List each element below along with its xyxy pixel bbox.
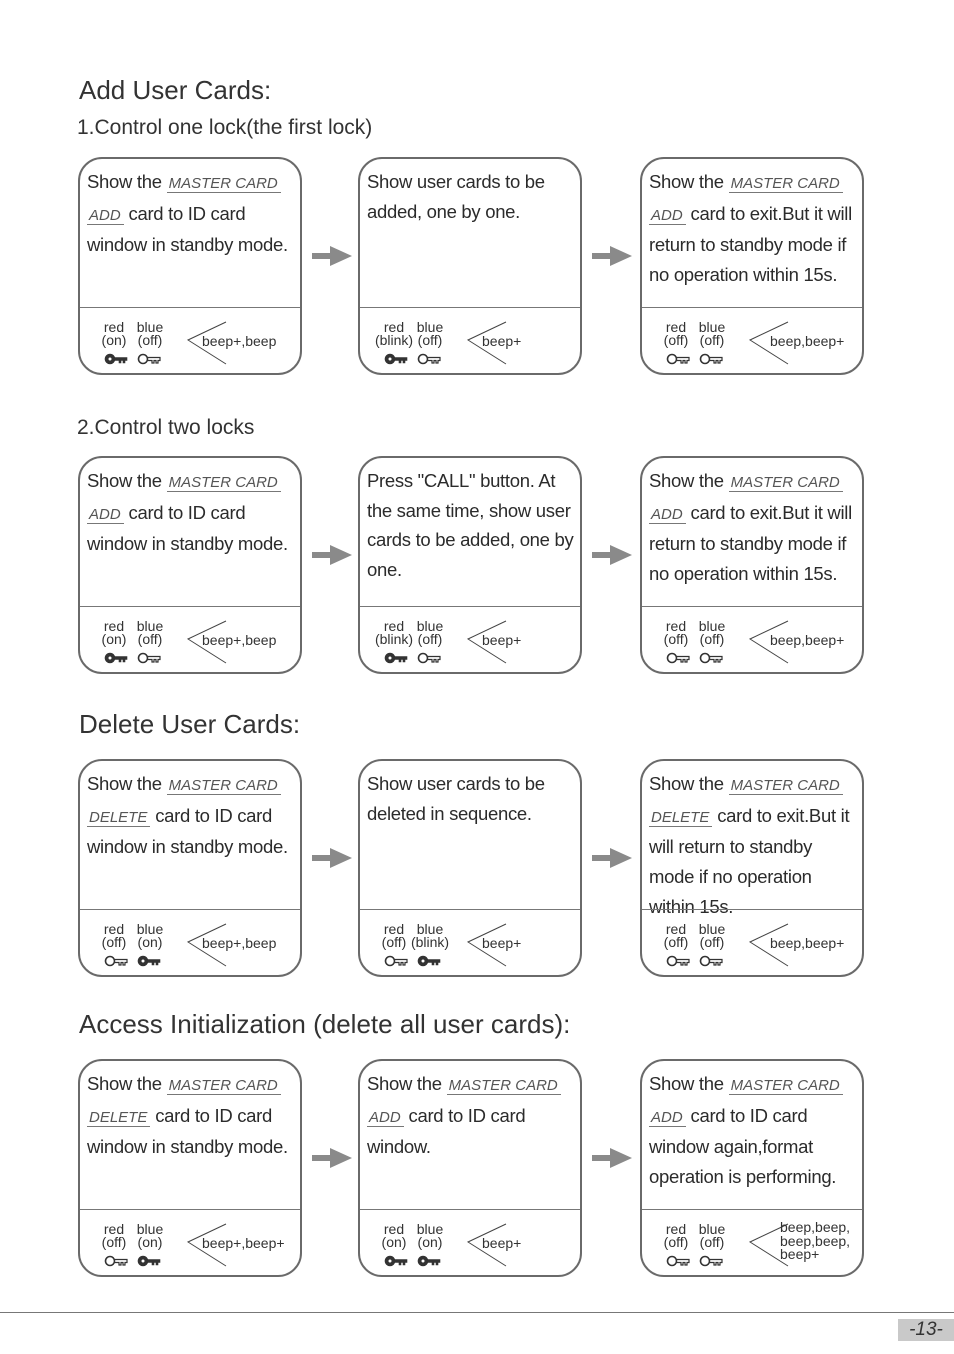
step-box — [358, 157, 582, 375]
red-led-state: (blink) — [374, 332, 414, 348]
step-instruction: Show the MASTER CARD DELETE card to ID card window in standby mode. — [87, 773, 288, 858]
card-label: ADD — [649, 1109, 686, 1127]
lock-on-key-icon — [417, 954, 441, 968]
blue-led-label: blue — [698, 1221, 726, 1237]
red-led-state: (off) — [101, 934, 127, 950]
red-led-state: (off) — [381, 934, 407, 950]
buzzer-signal: beep+ — [482, 935, 522, 951]
step-instruction: Show the MASTER CARD ADD card to ID card window again,format operation is performing. — [649, 1069, 858, 1192]
step-box — [78, 157, 302, 375]
status-panel — [80, 607, 300, 672]
step-instruction: Show the MASTER CARD DELETE card to exit.But it will return to standby mode if no operation within 15s. — [649, 773, 850, 917]
lock-off-key-icon — [699, 1254, 723, 1268]
status-panel — [642, 308, 862, 373]
step-box — [78, 759, 302, 977]
arrow-right-icon — [312, 245, 352, 267]
step-box — [640, 1059, 864, 1277]
blue-led-state: (off) — [699, 332, 725, 348]
blue-led-label: blue — [136, 1221, 164, 1237]
add-user-cards-title: Add User Cards: — [79, 75, 272, 105]
footer-divider — [0, 1312, 954, 1313]
buzzer-signal: beep,beep+ — [770, 333, 845, 349]
status-panel — [80, 910, 300, 975]
red-led-state: (off) — [663, 1234, 689, 1250]
red-led-label: red — [103, 921, 125, 937]
card-label: DELETE — [87, 1109, 150, 1127]
red-led-label: red — [383, 618, 405, 634]
card-label: MASTER CARD — [729, 474, 843, 492]
arrow-right-icon — [592, 847, 632, 869]
red-led-state: (blink) — [374, 631, 414, 647]
arrow-right-icon — [312, 544, 352, 566]
buzzer-signal: beep+ — [482, 632, 522, 648]
lock-on-key-icon — [137, 1254, 161, 1268]
step-instruction: Show user cards to be added, one by one. — [367, 171, 545, 222]
control-two-locks-subtitle: 2.Control two locks — [77, 416, 255, 439]
card-label: ADD — [367, 1109, 404, 1127]
buzzer-signal: beep+,beep — [202, 935, 277, 951]
blue-led-state: (blink) — [410, 934, 450, 950]
blue-led-label: blue — [136, 921, 164, 937]
red-led-label: red — [383, 921, 405, 937]
red-led-label: red — [665, 618, 687, 634]
step-box — [78, 1059, 302, 1277]
step-instruction: Show the MASTER CARD ADD card to exit.But it will return to standby mode if no operation within 15s. — [649, 171, 852, 286]
card-label: ADD — [649, 207, 686, 225]
card-label: MASTER CARD — [729, 1077, 843, 1095]
buzzer-signal: beep+,beep — [202, 333, 277, 349]
lock-on-key-icon — [417, 1254, 441, 1268]
step-instruction: Show the MASTER CARD ADD card to ID card window in standby mode. — [87, 470, 288, 555]
step-box — [358, 1059, 582, 1277]
page-number: -13- — [898, 1319, 954, 1341]
lock-off-key-icon — [666, 352, 690, 366]
red-led-label: red — [383, 319, 405, 335]
card-label: MASTER CARD — [167, 1077, 281, 1095]
card-label: ADD — [649, 506, 686, 524]
arrow-right-icon — [592, 1147, 632, 1169]
buzzer-signal: beep+,beep — [202, 632, 277, 648]
red-led-label: red — [665, 1221, 687, 1237]
arrow-right-icon — [592, 245, 632, 267]
status-panel — [642, 607, 862, 672]
red-led-state: (off) — [101, 1234, 127, 1250]
step-instruction: Show the MASTER CARD DELETE card to ID card window in standby mode. — [87, 1073, 288, 1158]
red-led-state: (on) — [381, 1234, 407, 1250]
red-led-label: red — [103, 1221, 125, 1237]
control-one-lock-subtitle: 1.Control one lock(the first lock) — [77, 116, 373, 139]
lock-on-key-icon — [384, 352, 408, 366]
access-initialization-title: Access Initialization (delete all user cards): — [79, 1009, 571, 1039]
red-led-state: (off) — [663, 631, 689, 647]
step-instruction: Press "CALL" button. At the same time, show user cards to be added, one by one. — [367, 470, 574, 581]
lock-off-key-icon — [137, 651, 161, 665]
blue-led-label: blue — [698, 319, 726, 335]
status-panel — [642, 910, 862, 975]
step-instruction: Show the MASTER CARD ADD card to ID card window. — [367, 1069, 576, 1162]
lock-off-key-icon — [137, 352, 161, 366]
lock-off-key-icon — [699, 352, 723, 366]
lock-off-key-icon — [699, 954, 723, 968]
arrow-right-icon — [312, 1147, 352, 1169]
blue-led-state: (on) — [137, 1234, 163, 1250]
step-box — [78, 456, 302, 674]
blue-led-state: (on) — [417, 1234, 443, 1250]
lock-off-key-icon — [666, 954, 690, 968]
buzzer-signal: beep+ — [482, 333, 522, 349]
step-box — [358, 456, 582, 674]
lock-off-key-icon — [104, 954, 128, 968]
card-label: MASTER CARD — [167, 474, 281, 492]
blue-led-state: (off) — [417, 631, 443, 647]
blue-led-label: blue — [416, 319, 444, 335]
card-label: MASTER CARD — [447, 1077, 561, 1095]
red-led-label: red — [665, 319, 687, 335]
red-led-label: red — [665, 921, 687, 937]
red-led-label: red — [383, 1221, 405, 1237]
delete-user-cards-title: Delete User Cards: — [79, 709, 301, 739]
blue-led-state: (off) — [417, 332, 443, 348]
blue-led-label: blue — [698, 618, 726, 634]
lock-on-key-icon — [384, 651, 408, 665]
status-panel — [360, 1210, 580, 1275]
red-led-state: (on) — [101, 631, 127, 647]
red-led-state: (on) — [101, 332, 127, 348]
card-label: MASTER CARD — [729, 777, 843, 795]
buzzer-signal: beep,beep, beep,beep, beep+ — [780, 1219, 851, 1262]
red-led-label: red — [103, 618, 125, 634]
lock-on-key-icon — [137, 954, 161, 968]
blue-led-state: (off) — [699, 1234, 725, 1250]
blue-led-state: (on) — [137, 934, 163, 950]
buzzer-signal: beep+,beep+ — [202, 1235, 285, 1251]
blue-led-label: blue — [416, 1221, 444, 1237]
blue-led-state: (off) — [137, 631, 163, 647]
lock-off-key-icon — [699, 651, 723, 665]
buzzer-signal: beep,beep+ — [770, 632, 845, 648]
blue-led-state: (off) — [699, 631, 725, 647]
lock-off-key-icon — [666, 1254, 690, 1268]
lock-off-key-icon — [417, 651, 441, 665]
status-panel — [360, 607, 580, 672]
arrow-right-icon — [312, 847, 352, 869]
buzzer-signal: beep+ — [482, 1235, 522, 1251]
step-box — [640, 456, 864, 674]
step-instruction: Show the MASTER CARD ADD card to exit.But it will return to standby mode if no operation within 15s. — [649, 470, 852, 585]
status-panel — [80, 308, 300, 373]
lock-off-key-icon — [666, 651, 690, 665]
card-label: MASTER CARD — [167, 175, 281, 193]
lock-off-key-icon — [384, 954, 408, 968]
card-label: DELETE — [649, 809, 712, 827]
lock-on-key-icon — [104, 352, 128, 366]
red-led-label: red — [103, 319, 125, 335]
card-label: MASTER CARD — [729, 175, 843, 193]
blue-led-label: blue — [136, 319, 164, 335]
step-box — [640, 157, 864, 375]
card-label: ADD — [87, 506, 124, 524]
card-label: ADD — [87, 207, 124, 225]
status-panel — [360, 308, 580, 373]
lock-on-key-icon — [384, 1254, 408, 1268]
step-instruction: Show the MASTER CARD ADD card to ID card window in standby mode. — [87, 171, 288, 256]
lock-on-key-icon — [104, 651, 128, 665]
status-panel — [360, 910, 580, 975]
blue-led-label: blue — [136, 618, 164, 634]
step-box — [358, 759, 582, 977]
card-label: MASTER CARD — [167, 777, 281, 795]
red-led-state: (off) — [663, 332, 689, 348]
step-box — [640, 759, 864, 977]
lock-off-key-icon — [417, 352, 441, 366]
lock-off-key-icon — [104, 1254, 128, 1268]
blue-led-state: (off) — [699, 934, 725, 950]
buzzer-signal: beep,beep+ — [770, 935, 845, 951]
blue-led-state: (off) — [137, 332, 163, 348]
arrow-right-icon — [592, 544, 632, 566]
red-led-state: (off) — [663, 934, 689, 950]
card-label: DELETE — [87, 809, 150, 827]
blue-led-label: blue — [416, 618, 444, 634]
status-panel — [642, 1210, 862, 1275]
blue-led-label: blue — [698, 921, 726, 937]
step-instruction: Show user cards to be deleted in sequence. — [367, 773, 545, 824]
status-panel — [80, 1210, 300, 1275]
blue-led-label: blue — [416, 921, 444, 937]
